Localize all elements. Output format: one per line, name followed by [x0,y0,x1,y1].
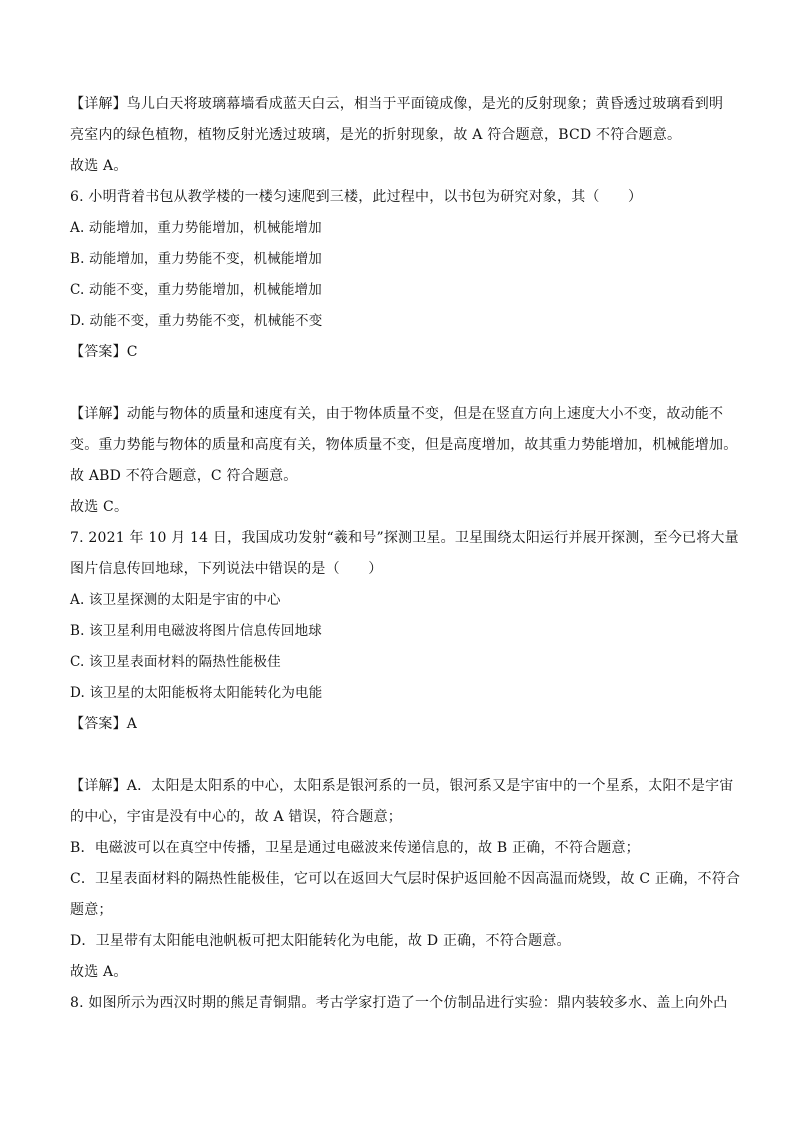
q6-detail-line-3: 故 ABD 不符合题意，C 符合题意。 [70,468,298,484]
q7-detail-line-4: C．卫星表面材料的隔热性能极佳，它可以在返回大气层时保护返回舱不因高温而烧毁，故 C 正确，不符合 [70,871,741,887]
q5-detail-line-2: 亮室内的绿色植物，植物反射光透过玻璃，是光的折射现象，故 A 符合题意，BCD 不符合题意。 [70,127,682,143]
q7-option-c: C. 该卫星表面材料的隔热性能极佳 [70,654,281,670]
q7-conclusion: 故选 A。 [70,964,128,980]
q7-stem-line-1: 7. 2021 年 10 月 14 日，我国成功发射“羲和号”探测卫星。卫星围绕太阳运行并展开探测，至今已将大量 [70,530,739,546]
q7-option-d: D. 该卫星的太阳能板将太阳能转化为电能 [70,685,323,701]
q6-option-c: C. 动能不变，重力势能增加，机械能增加 [70,282,322,298]
q5-conclusion: 故选 A。 [70,158,128,174]
q7-answer: 【答案】A [70,716,138,732]
q8-stem-line-1: 8. 如图所示为西汉时期的熊足青铜鼎。考古学家打造了一个仿制品进行实验：鼎内装较多水、盖上向外凸 [70,995,728,1011]
q6-conclusion: 故选 C。 [70,499,129,515]
q6-option-a: A. 动能增加，重力势能增加，机械能增加 [70,220,322,236]
q6-option-d: D. 动能不变，重力势能不变，机械能不变 [70,313,323,329]
q6-stem: 6. 小明背着书包从教学楼的一楼匀速爬到三楼，此过程中，以书包为研究对象，其（ ） [70,189,643,205]
q6-detail-line-2: 变。重力势能与物体的质量和高度有关，物体质量不变，但是高度增加，故其重力势能增加，机械能增加。 [70,437,738,453]
q7-detail-line-3: B．电磁波可以在真空中传播，卫星是通过电磁波来传递信息的，故 B 正确，不符合题意； [70,840,640,856]
q7-detail-line-6: D．卫星带有太阳能电池帆板可把太阳能转化为电能，故 D 正确，不符合题意。 [70,933,571,949]
q7-detail-line-2: 的中心，宇宙是没有中心的，故 A 错误，符合题意； [70,809,403,825]
q7-stem-line-2: 图片信息传回地球，下列说法中错误的是（ ） [70,561,383,577]
q6-option-b: B. 动能增加，重力势能不变，机械能增加 [70,251,323,267]
q7-option-a: A. 该卫星探测的太阳是宇宙的中心 [70,592,281,608]
q7-option-b: B. 该卫星利用电磁波将图片信息传回地球 [70,623,323,639]
q6-detail-line-1: 【详解】动能与物体的质量和速度有关，由于物体质量不变，但是在竖直方向上速度大小不变，故动能不 [70,406,724,422]
q7-detail-line-1: 【详解】A．太阳是太阳系的中心，太阳系是银河系的一员，银河系又是宇宙中的一个星系，太阳不是宇宙 [70,778,734,794]
q7-detail-line-5: 题意； [70,902,113,918]
q5-detail-line-1: 【详解】鸟儿白天将玻璃幕墙看成蓝天白云，相当于平面镜成像，是光的反射现象；黄昏透过玻璃看到明 [70,96,724,112]
q6-answer: 【答案】C [70,344,138,360]
